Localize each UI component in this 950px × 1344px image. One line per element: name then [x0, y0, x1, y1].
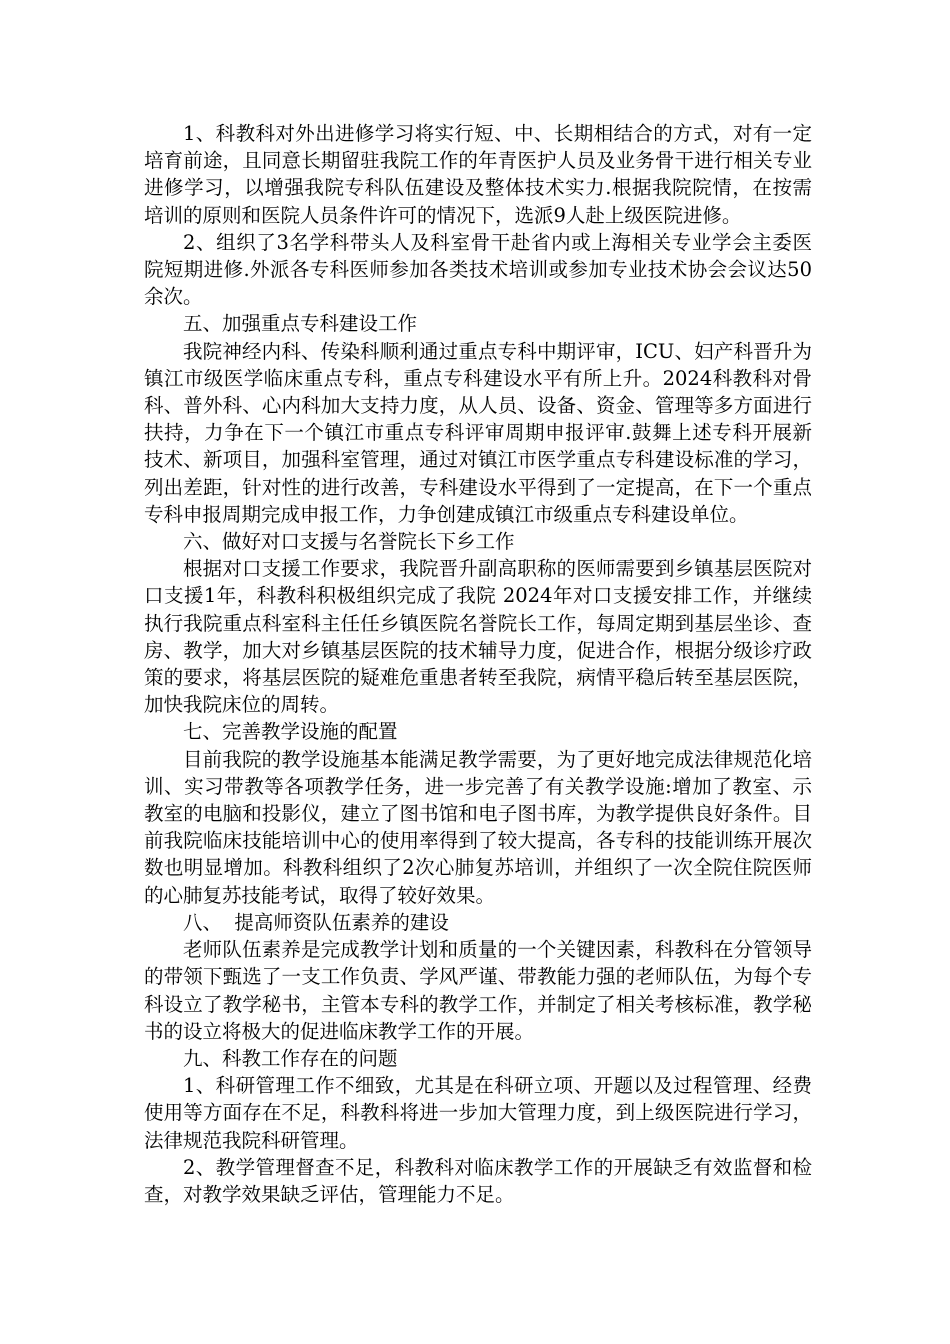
paragraph-section-6: 根据对口支援工作要求，我院晋升副高职称的医师需要到乡镇基层医院对口支援1年，科教科积极组织完成了我院 2024年对口支援安排工作，并继续执行我院重点科室科主任任乡镇医院名誉院长工作，每周定期到基层坐诊、查房、教学，加大对乡镇基层医院的技术辅导力度，促进合作，根据分级诊疗政策的要求，将基层医院的疑难危重患者转至我院，病情平稳后转至基层医院，加快我院床位的周转。	[144, 557, 812, 717]
paragraph-training-1: 1、科教科对外出进修学习将实行短、中、长期相结合的方式，对有一定培育前途，且同意长期留驻我院工作的年青医护人员及业务骨干进行相关专业进修学习，以增强我院专科队伍建设及整体技术实力.根据我院院情，在按需培训的原则和医院人员条件许可的情况下，选派9人赴上级医院进修。	[144, 122, 812, 227]
paragraph-training-2: 2、组织了3名学科带头人及科室骨干赴省内或上海相关专业学会主委医院短期进修.外派各专科医师参加各类技术培训或参加专业技术协会会议达50余次。	[144, 230, 812, 309]
heading-section-6: 六、做好对口支援与名誉院长下乡工作	[183, 530, 515, 554]
document-body	[144, 120, 812, 1208]
heading-section-8: 八、 提高师资队伍素养的建设	[183, 910, 449, 934]
heading-section-7: 七、完善教学设施的配置	[183, 720, 398, 744]
paragraph-section-7: 目前我院的教学设施基本能满足教学需要，为了更好地完成法律规范化培训、实习带教等各项教学任务，进一步完善了有关教学设施:增加了教室、示教室的电脑和投影仪，建立了图书馆和电子图书库，为教学提供良好条件。目前我院临床技能培训中心的使用率得到了较大提高，各专科的技能训练开展次数也明显增加。科教科组织了2次心肺复苏培训，并组织了一次全院住院医师的心肺复苏技能考试，取得了较好效果。	[144, 747, 812, 907]
paragraph-section-5: 我院神经内科、传染科顺利通过重点专科中期评审，ICU、妇产科晋升为镇江市级医学临床重点专科，重点专科建设水平有所上升。2024科教科对骨科、普外科、心内科加大支持力度，从人员、设备、资金、管理等多方面进行扶持，力争在下一个镇江市重点专科评审周期申报评审.鼓舞上述专科开展新技术、新项目，加强科室管理，通过对镇江市医学重点专科建设标准的学习，列出差距，针对性的进行改善，专科建设水平得到了一定提高，在下一个重点专科申报周期完成申报工作，力争创建成镇江市级重点专科建设单位。	[144, 339, 812, 526]
paragraph-problem-1: 1、科研管理工作不细致，尤其是在科研立项、开题以及过程管理、经费使用等方面存在不足，科教科将进一步加大管理力度，到上级医院进行学习，法律规范我院科研管理。	[144, 1074, 812, 1152]
heading-section-9: 九、科教工作存在的问题	[183, 1046, 398, 1070]
paragraph-section-8: 老师队伍素养是完成教学计划和质量的一个关键因素，科教科在分管领导的带领下甄选了一支工作负责、学风严谨、带教能力强的老师队伍，为每个专科设立了教学秘书，主管本专科的教学工作，并制定了相关考核标准，教学秘书的设立将极大的促进临床教学工作的开展。	[144, 938, 812, 1043]
heading-section-5: 五、加强重点专科建设工作	[183, 312, 418, 336]
paragraph-problem-2: 2、教学管理督查不足，科教科对临床教学工作的开展缺乏有效监督和检查，对教学效果缺乏评估，管理能力不足。	[144, 1155, 812, 1206]
